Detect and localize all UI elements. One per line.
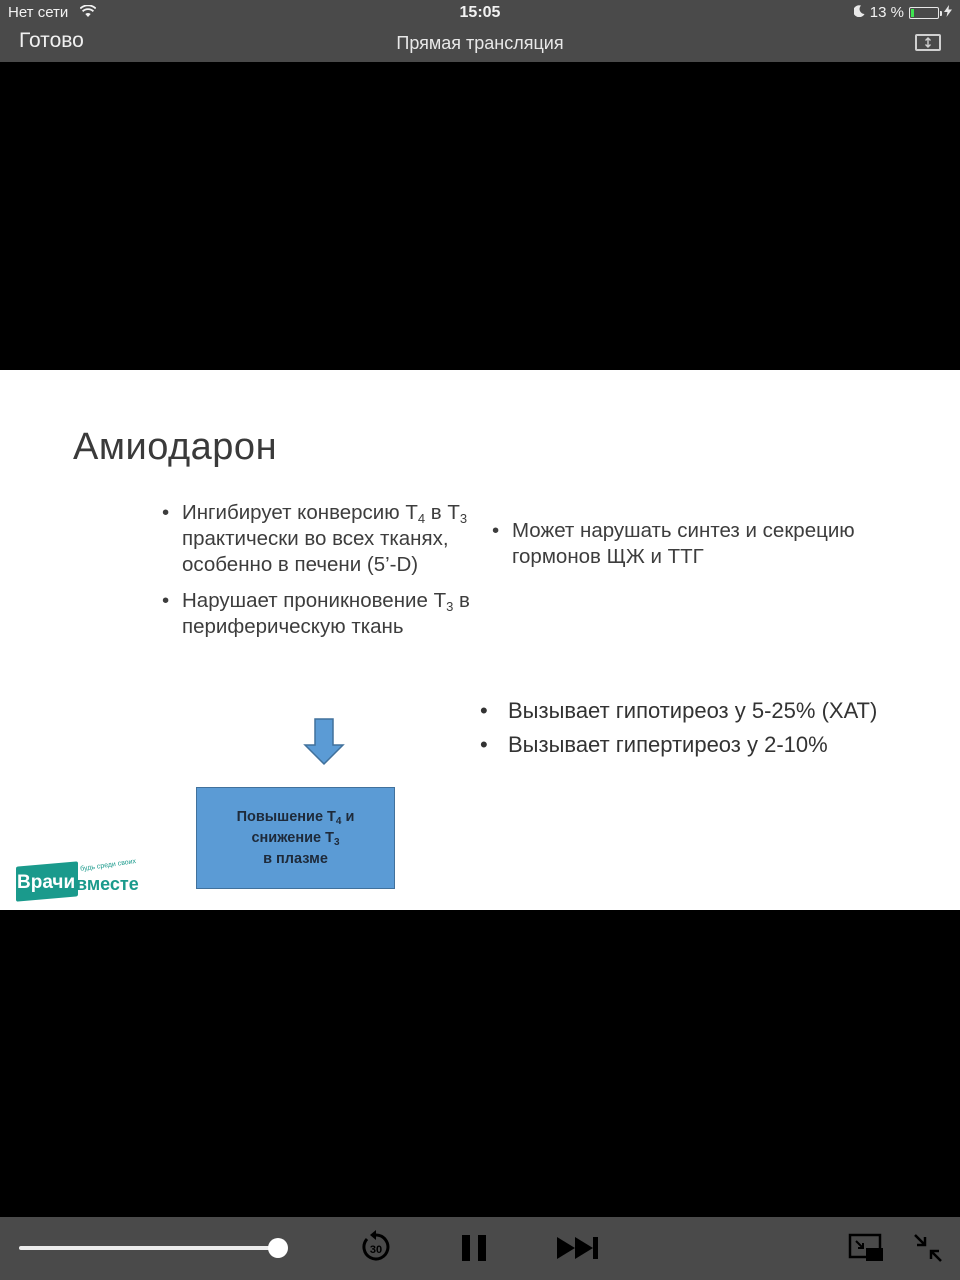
result-text: Повышение T (236, 808, 336, 825)
down-arrow-icon (303, 718, 345, 766)
next-track-icon[interactable] (555, 1234, 601, 1262)
bullet-text: в периферическую ткань (182, 589, 470, 638)
slide-title: Амиодарон (73, 426, 278, 468)
pause-icon[interactable] (458, 1232, 490, 1264)
nav-title: Прямая трансляция (396, 33, 564, 53)
battery-icon (909, 7, 939, 19)
battery-fill (911, 9, 914, 17)
logo-word-1: Врачи (17, 872, 76, 893)
bullet-penetration (162, 588, 472, 640)
battery-percent: 13 % (869, 4, 904, 21)
bullet-text: в T (425, 501, 460, 524)
bullet-text: Ингибирует конверсию T (182, 501, 418, 524)
bullet-conversion (162, 500, 472, 578)
result-line-2 (237, 828, 355, 849)
subscript: 3 (459, 511, 468, 526)
vrachi-vmeste-logo (14, 856, 154, 904)
clock: 15:05 (459, 4, 501, 21)
progress-slider[interactable] (19, 1237, 294, 1259)
result-line-1 (237, 807, 355, 828)
moon-icon (854, 3, 865, 23)
skip-back-label: 30 (369, 1244, 383, 1256)
subscript: 3 (333, 836, 340, 848)
left-bullet-list (162, 500, 472, 650)
playback-controls (0, 1217, 960, 1280)
charging-icon (944, 3, 952, 23)
result-box (196, 787, 395, 889)
result-line-3: в плазме (263, 850, 328, 867)
progress-track (19, 1246, 278, 1250)
bullet-text: практически во всех тканях, особенно в печени (5’-D) (182, 527, 449, 576)
bullet-hyperthyroidism: • Вызывает гипертиреоз у 2-10% (480, 732, 940, 758)
result-text: снижение T (251, 829, 334, 846)
right-top-bullet-list (492, 518, 912, 570)
right-bottom-bullet-list (480, 698, 940, 766)
carrier-label: Нет сети (8, 4, 69, 21)
logo-tagline: будь среди своих (79, 858, 137, 873)
skip-back-30-icon[interactable] (358, 1230, 394, 1266)
exit-fullscreen-icon[interactable] (912, 1232, 944, 1264)
logo-word-2: вместе (76, 874, 139, 894)
status-right (854, 3, 952, 23)
top-bar (0, 0, 960, 62)
picture-in-picture-icon[interactable] (848, 1233, 886, 1263)
aspect-ratio-icon[interactable] (915, 34, 941, 51)
subscript: 4 (335, 815, 342, 827)
subscript: 3 (446, 599, 454, 614)
subscript: 4 (417, 511, 426, 526)
video-slide[interactable] (0, 370, 960, 910)
result-text: и (341, 808, 355, 825)
done-button[interactable]: Готово (19, 29, 84, 52)
bullet-synthesis: • Может нарушать синтез и секрецию гормонов ЩЖ и ТТГ (492, 518, 912, 570)
bullet-hypothyroidism: • Вызывает гипотиреоз у 5-25% (ХАТ) (480, 698, 940, 724)
bullet-text: Нарушает проникновение T (182, 589, 447, 612)
progress-thumb[interactable] (268, 1238, 288, 1258)
